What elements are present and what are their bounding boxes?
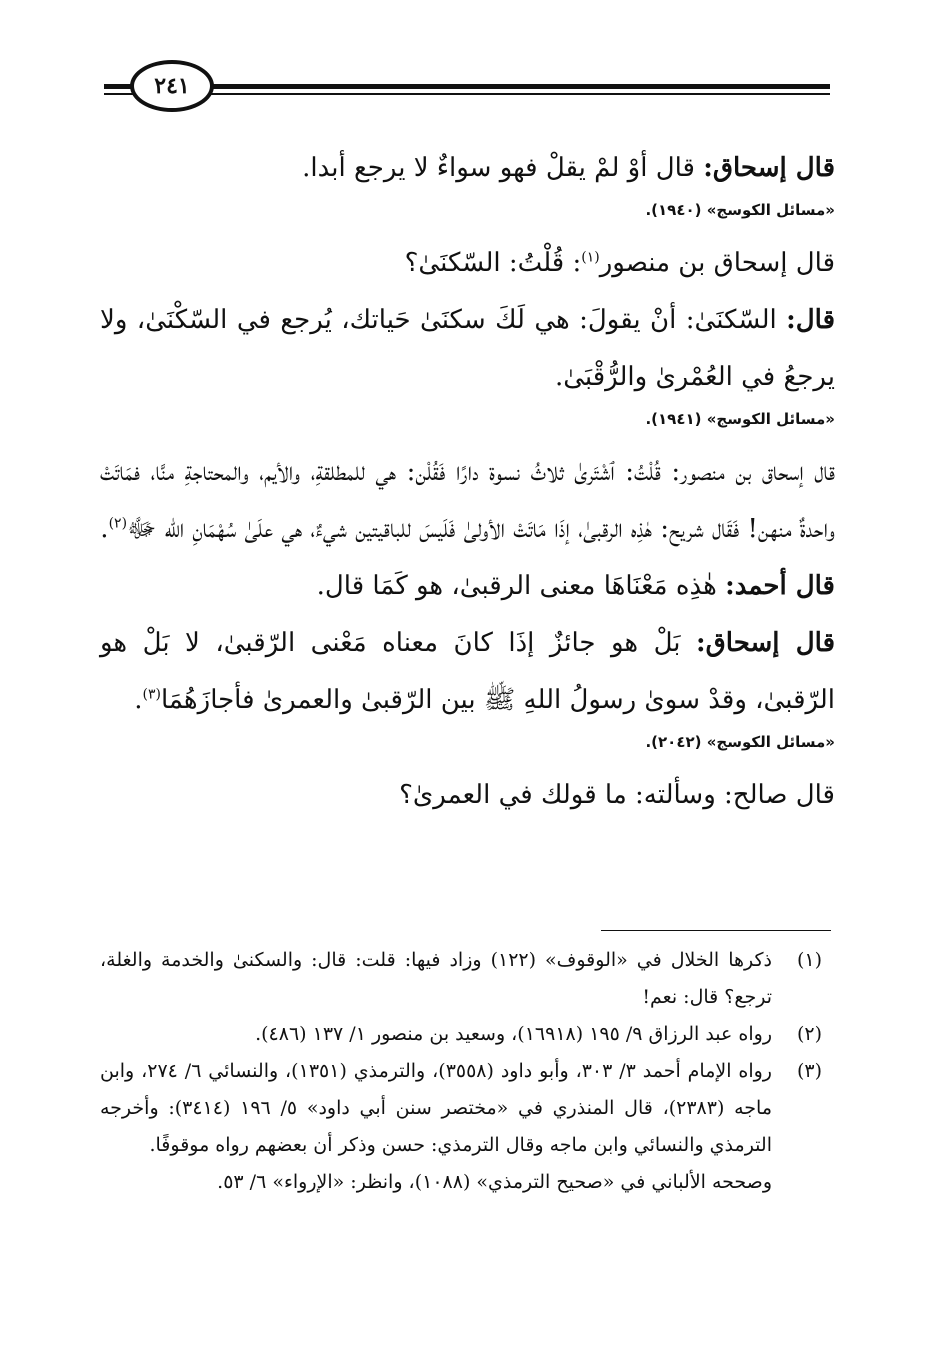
paragraph <box>100 235 835 292</box>
footnote-number: (٣) <box>796 1060 822 1082</box>
footnote-number <box>772 1164 822 1201</box>
paragraph <box>100 444 835 558</box>
paragraph-text: . <box>134 685 143 715</box>
footnote-text: رواه عبد الرزاق ٩/ ١٩٥ (١٦٩١٨)، وسعيد بن منصور ١/ ١٣٧ (٤٨٦). <box>255 1023 772 1045</box>
footnote <box>100 1164 822 1201</box>
paragraph-text: قال إسحاق بن منصور <box>599 248 835 278</box>
paragraph <box>100 615 835 729</box>
footnote-number: (٢) <box>796 1023 822 1045</box>
footnote-separator <box>601 930 831 931</box>
paragraph-text: قال صالح: وسألته: ما قولك في العمرىٰ؟ <box>399 780 835 810</box>
footnote <box>100 1016 822 1053</box>
speaker-label: قال أحمد: <box>725 571 835 601</box>
paragraph-text: . <box>100 514 109 544</box>
paragraph <box>100 558 835 615</box>
footnote-number: (١) <box>796 949 822 971</box>
speaker-label: قال إسحاق: <box>696 628 835 658</box>
footnote <box>100 942 822 1016</box>
footnote <box>100 1053 822 1164</box>
paragraph-text: : قُلْتُ: السّكنَىٰ؟ <box>404 248 582 278</box>
speaker-label: قال: <box>786 305 835 335</box>
page-header <box>104 58 830 118</box>
main-text <box>100 140 835 824</box>
source-citation: «مسائل الكوسج» (١٩٤٠). <box>645 201 835 219</box>
header-rule-thin <box>104 93 830 95</box>
source-citation: «مسائل الكوسج» (١٩٤١). <box>645 410 835 428</box>
source-citation: «مسائل الكوسج» (٢٠٤٢). <box>645 733 835 751</box>
page-number: ٢٤١ <box>130 60 214 112</box>
paragraph <box>100 140 835 197</box>
footnote-text: ذكرها الخلال في «الوقوف» (١٢٢) وزاد فيها: قلت: قال: والسكنىٰ والخدمة والغلة، ترجع؟ قال: نعم! <box>100 949 772 1008</box>
footnote-ref[interactable]: (٢) <box>108 515 128 532</box>
footnote-ref[interactable]: (٣) <box>142 686 161 703</box>
paragraph-text: بَلْ هو جائزٌ إذَا كانَ معناه مَعْنى الرّقبىٰ، لا بَلْ هو الرّقبىٰ، وقدْ سوىٰ رسولُ اللهِ ﷺ بين الرّقبىٰ والعمرىٰ فأجازَهُمَا <box>100 628 835 715</box>
paragraph-text: قال أوْ لمْ يقلْ فهو سواءٌ لا يرجع أبدا. <box>302 153 704 183</box>
footnotes <box>100 942 822 1201</box>
footnote-text: رواه الإمام أحمد ٣/ ٣٠٣، وأبو داود (٣٥٥٨)، والترمذي (١٣٥١)، والنسائي ٦/ ٢٧٤، وابن ماجه (٢٣٨٣)، قال المنذري في «مختصر سنن أبي داود» ٥/ ١٩٦ (٣٤١٤): وأخرجه الترمذي والنسائي وابن ماجه وقال الترمذي: حسن وذكر أن بعضهم رواه موقوفًا. <box>100 1060 773 1156</box>
paragraph-text: قال إسحاق بن منصور: قُلْتُ: ٱشْتَرىٰ ثلاثُ نسوة دارًا فَقُلْن: هي للمطلقةِ، والأيم، والمحتاجةِ منَّا، فمَاتَتْ واحدةٌ منهن! فَقَال شريح: هٰذِه الرقبىٰ، إذَا مَاتَتْ الأولىٰ فَلَيسَ للباقيتين شيءٌ، هي علَىٰ سُهْمَانِ الله ﷻ <box>100 457 835 544</box>
paragraph-text: هٰذِه مَعْنَاهَا معنى الرقبىٰ، هو كَمَا قال. <box>316 571 726 601</box>
speaker-label: قال إسحاق: <box>703 153 835 183</box>
paragraph-text: السّكنَىٰ: أنْ يقولَ: هي لَكَ سكنَىٰ حَياتك، يُرجع في السّكْنَىٰ، ولا يرجعُ في العُمْرىٰ والرُّقْبَىٰ. <box>100 305 835 392</box>
footnote-text: وصححه الألباني في «صحيح الترمذي» (١٠٨٨)، وانظر: «الإرواء» ٦/ ٥٣. <box>217 1171 772 1193</box>
footnote-ref[interactable]: (١) <box>581 249 600 266</box>
paragraph <box>100 767 835 824</box>
paragraph <box>100 292 835 406</box>
